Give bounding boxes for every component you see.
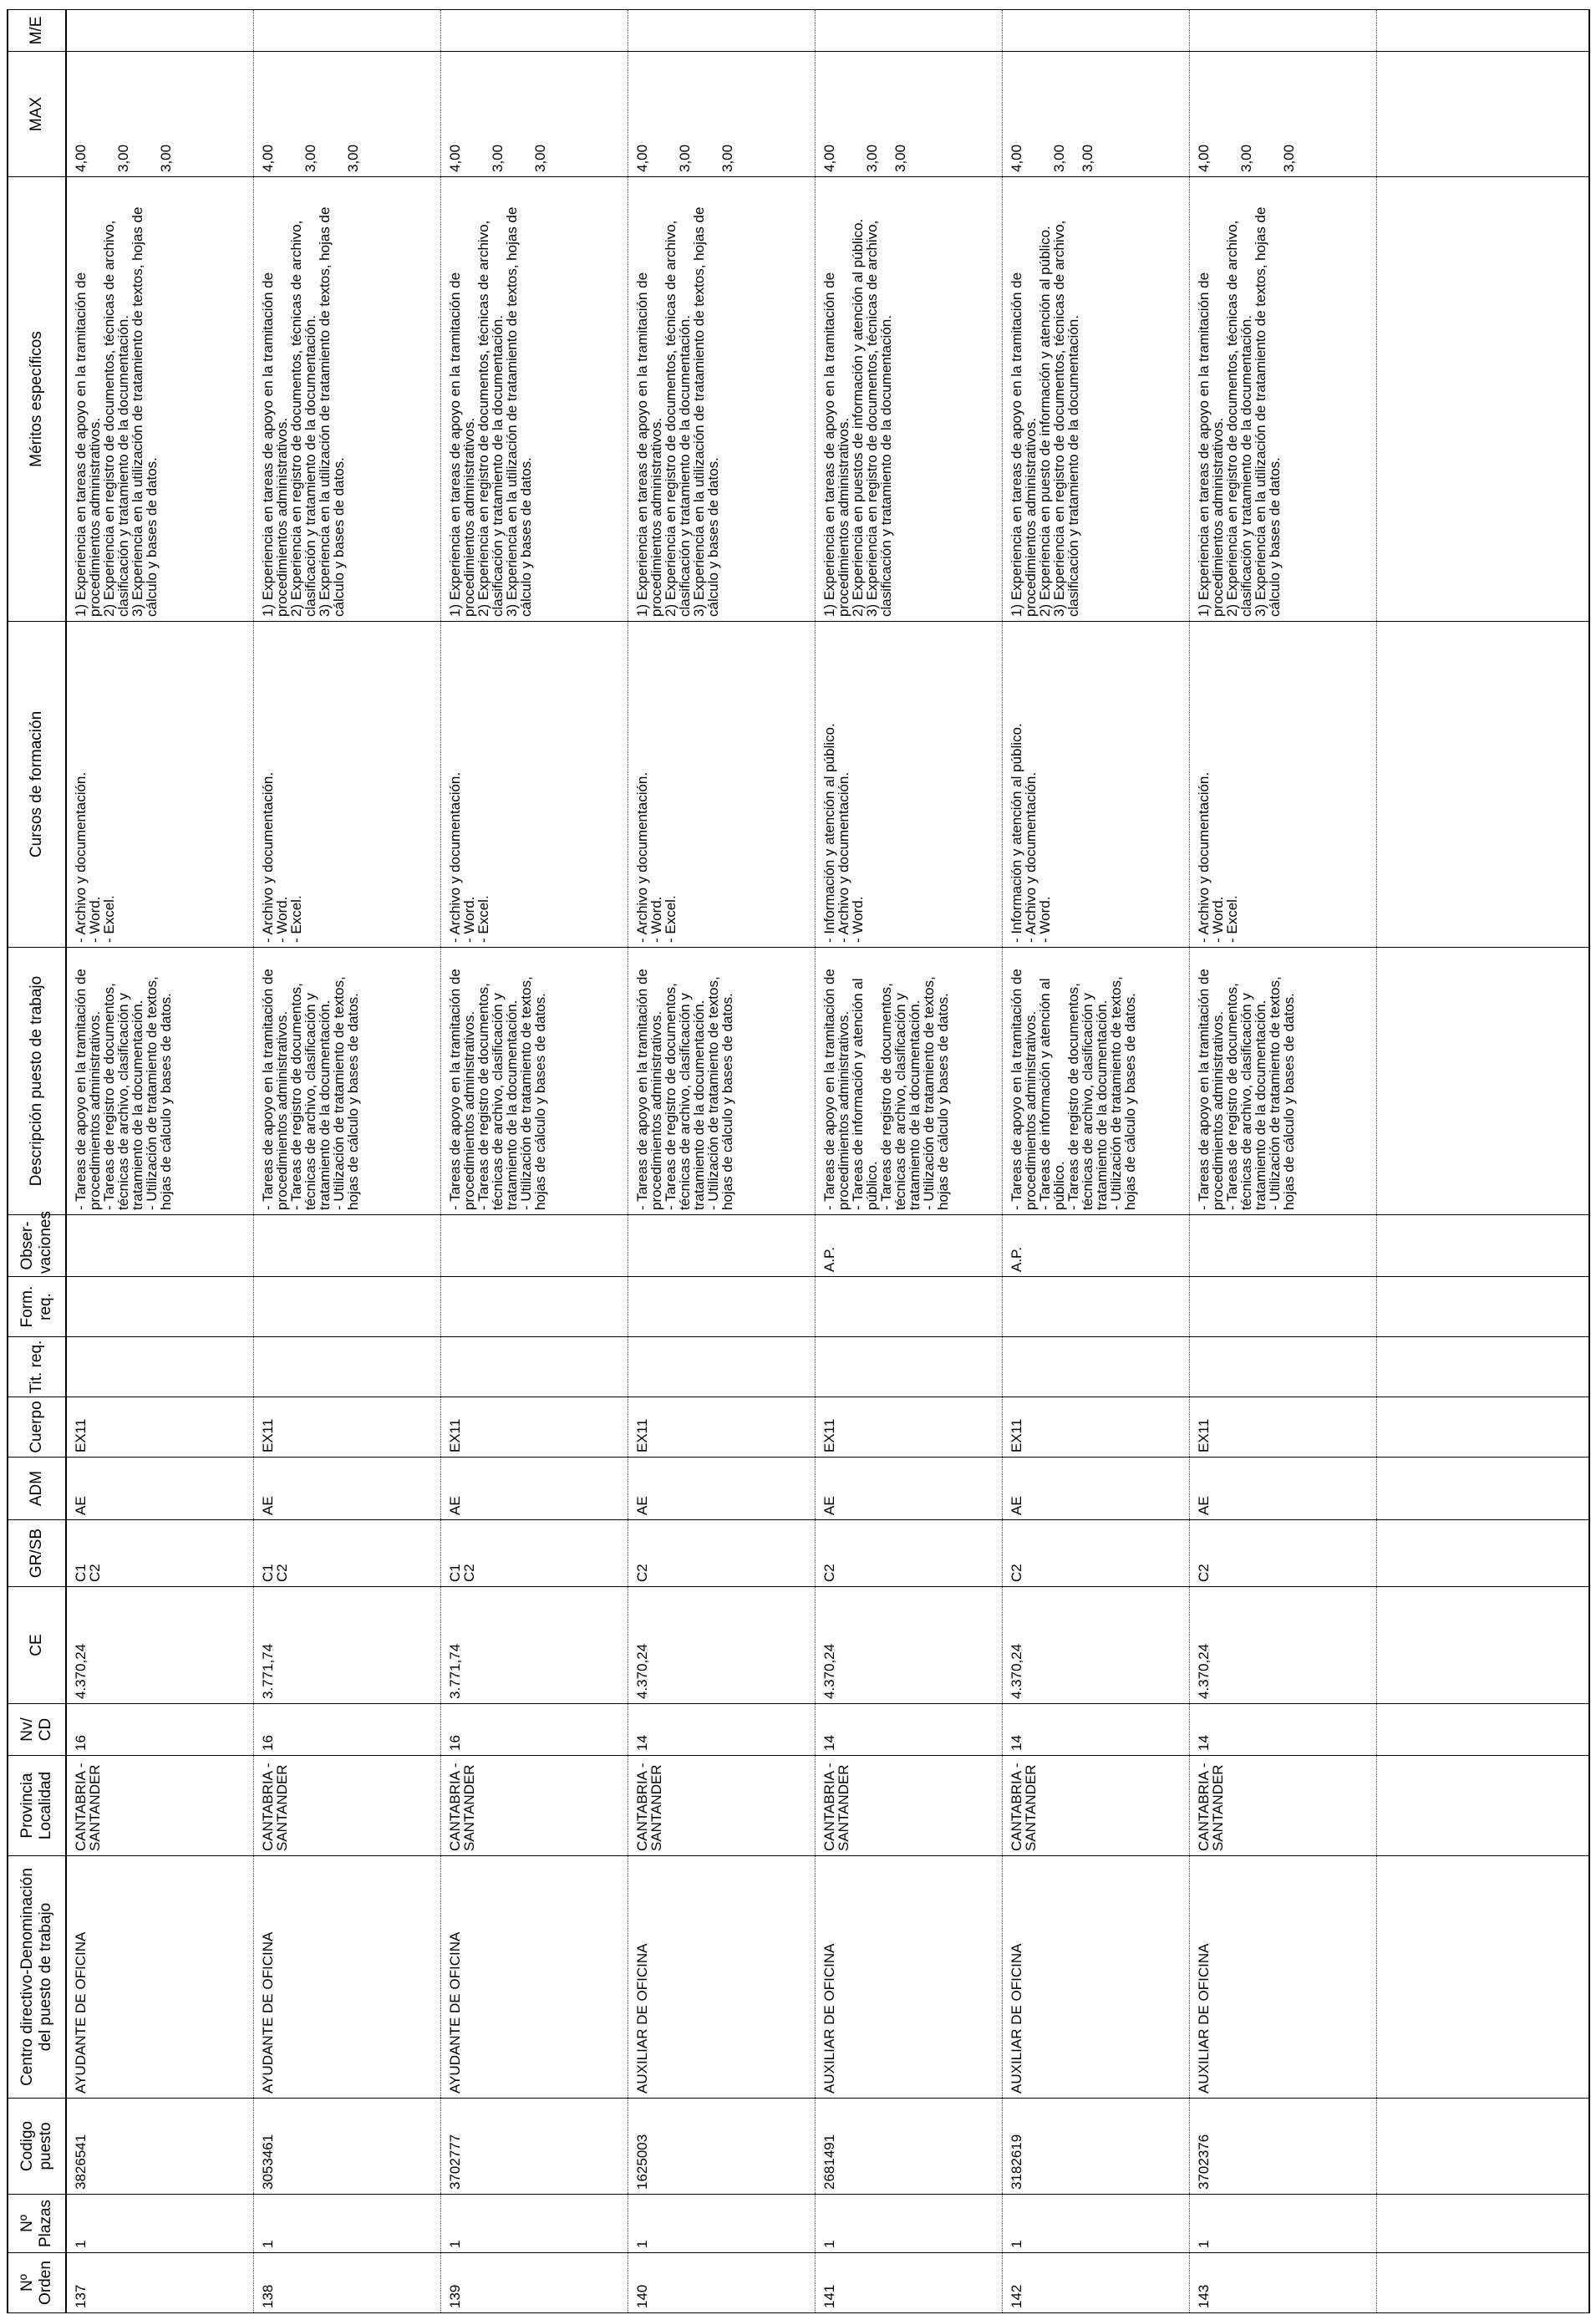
cell-grupo: C2 [815,1520,1002,1587]
cell-codigo: 3053461 [253,2099,440,2195]
cell-cursos: - Archivo y documentación. - Word. - Excel. [1189,622,1376,948]
cell-plazas: 1 [815,2195,1002,2253]
cell-formacion [628,1277,815,1337]
cell-centro: AUXILIAR DE OFICINA [628,1856,815,2099]
cell-provincia: CANTABRIA - SANTANDER [66,1756,253,1856]
cell-titulacion [1189,1337,1376,1397]
cell-descripcion: - Tareas de apoyo en la tramitación de procedimientos administrativos. - Tareas de registro de documentos, técnicas de archivo, clasificación y tratamiento de la documentación. - Utilización de tratamiento de textos, hojas de cálculo y bases de datos. [628,948,815,1215]
cell-cursos: - Archivo y documentación. - Word. - Excel. [628,622,815,948]
cell-me [1002,10,1189,52]
cell-codigo: 1625003 [628,2099,815,2195]
cell-nivel: 16 [66,1704,253,1756]
table-row [628,10,815,2313]
cell-ce: 4.370,24 [66,1587,253,1704]
cell-cuerpo: EX11 [1189,1397,1376,1458]
cell-meritos: 1) Experiencia en tareas de apoyo en la tramitación de procedimientos administrativos. 2) Experiencia en registro de documentos, técnicas de archivo, clasificación y tratamiento de la documentación. 3) Experiencia en la utilización de tratamiento de textos, hojas de cálculo y bases de datos. [1189,177,1376,622]
cell-meritos: 1) Experiencia en tareas de apoyo en la tramitación de procedimientos administrativos. 2) Experiencia en registro de documentos, técnicas de archivo, clasificación y tratamiento de la documentación. 3) Experiencia en la utilización de tratamiento de textos, hojas de cálculo y bases de datos. [253,177,440,622]
cell-cuerpo: EX11 [253,1397,440,1458]
cell-nivel: 14 [815,1704,1002,1756]
table-row [1189,10,1376,2313]
cell-centro: AYUDANTE DE OFICINA [66,1856,253,2099]
cell-cursos: - Información y atención al público. - Archivo y documentación. - Word. [1002,622,1189,948]
table-row [1002,10,1189,2313]
cell-observaciones [440,1215,628,1277]
cell-cursos: - Información y atención al público. - Archivo y documentación. - Word. [815,622,1002,948]
header-max: MAX [8,52,66,177]
cell-titulacion [1002,1337,1189,1397]
cell-max: 4,00 3,00 3,00 [815,52,1002,177]
cell-centro: AYUDANTE DE OFICINA [440,1856,628,2099]
table-row [440,10,628,2313]
cell-adm: AE [253,1458,440,1520]
cell-orden: 140 [628,2253,815,2313]
cell-plazas: 1 [628,2195,815,2253]
cell-max: 4,00 3,00 3,00 [1189,52,1376,177]
cell-orden: 138 [253,2253,440,2313]
cell-adm: AE [1002,1458,1189,1520]
cell-cursos: - Archivo y documentación. - Word. - Excel. [253,622,440,948]
header-nivel: Nv/ CD [8,1704,66,1756]
cell-ce: 4.370,24 [1189,1587,1376,1704]
cell-cuerpo: EX11 [1002,1397,1189,1458]
cell-codigo: 3826541 [66,2099,253,2195]
header-cursos: Cursos de formación [8,622,66,948]
cell-descripcion: - Tareas de apoyo en la tramitación de procedimientos administrativos. - Tareas de registro de documentos, técnicas de archivo, clasificación y tratamiento de la documentación. - Utilización de tratamiento de textos, hojas de cálculo y bases de datos. [440,948,628,1215]
cell-provincia: CANTABRIA - SANTANDER [1189,1756,1376,1856]
cell-adm: AE [815,1458,1002,1520]
cell-meritos: 1) Experiencia en tareas de apoyo en la tramitación de procedimientos administrativos. 2) Experiencia en puesto de información y atención al público. 3) Experiencia en registro de documentos, técnicas de archivo, clasificación y tratamiento de la documentación. [1002,177,1189,622]
cell-cuerpo: EX11 [66,1397,253,1458]
cell-cuerpo: EX11 [815,1397,1002,1458]
cell-max: 4,00 3,00 3,00 [66,52,253,177]
cell-ce: 4.370,24 [815,1587,1002,1704]
cell-observaciones: A.P. [815,1215,1002,1277]
cell-ce: 3.771,74 [253,1587,440,1704]
cell-descripcion: - Tareas de apoyo en la tramitación de procedimientos administrativos. - Tareas de registro de documentos, técnicas de archivo, clasificación y tratamiento de la documentación. - Utilización de tratamiento de textos, hojas de cálculo y bases de datos. [66,948,253,1215]
cell-observaciones: A.P. [1002,1215,1189,1277]
cell-titulacion [253,1337,440,1397]
header-titulacion: Tit. req. [8,1337,66,1397]
cell-ce: 3.771,74 [440,1587,628,1704]
cell-meritos: 1) Experiencia en tareas de apoyo en la tramitación de procedimientos administrativos. 2) Experiencia en puestos de información y atención al público. 3) Experiencia en registro de documentos, técnicas de archivo, clasificación y tratamiento de la documentación. [815,177,1002,622]
cell-meritos: 1) Experiencia en tareas de apoyo en la tramitación de procedimientos administrativos. 2) Experiencia en registro de documentos, técnicas de archivo, clasificación y tratamiento de la documentación. 3) Experiencia en la utilización de tratamiento de textos, hojas de cálculo y bases de datos. [440,177,628,622]
cell-plazas: 1 [1002,2195,1189,2253]
cell-formacion [66,1277,253,1337]
header-row [8,10,66,2313]
cell-centro: AUXILIAR DE OFICINA [815,1856,1002,2099]
cell-meritos: 1) Experiencia en tareas de apoyo en la tramitación de procedimientos administrativos. 2) Experiencia en registro de documentos, técnicas de archivo, clasificación y tratamiento de la documentación. 3) Experiencia en la utilización de tratamiento de textos, hojas de cálculo y bases de datos. [66,177,253,622]
cell-nivel: 16 [253,1704,440,1756]
cell-plazas: 1 [253,2195,440,2253]
cell-me [1189,10,1376,52]
cell-centro: AYUDANTE DE OFICINA [253,1856,440,2099]
cell-cursos: - Archivo y documentación. - Word. - Excel. [66,622,253,948]
cell-descripcion: - Tareas de apoyo en la tramitación de procedimientos administrativos. - Tareas de información y atención al público. - Tareas de registro de documentos, técnicas de archivo, clasificación y tratamiento de la documentación. - Utilización de tratamiento de textos, hojas de cálculo y bases de datos. [815,948,1002,1215]
header-formacion: Form. req. [8,1277,66,1337]
header-orden: Nº Orden [8,2253,66,2313]
cell-me [628,10,815,52]
header-codigo: Codigo puesto [8,2099,66,2195]
header-ce: CE [8,1587,66,1704]
header-meritos: Méritos específicos [8,177,66,622]
cell-ce: 4.370,24 [628,1587,815,1704]
cell-me [440,10,628,52]
cell-descripcion: - Tareas de apoyo en la tramitación de procedimientos administrativos. - Tareas de información y atención al público. - Tareas de registro de documentos, técnicas de archivo, clasificación y tratamiento de la documentación. - Utilización de tratamiento de textos, hojas de cálculo y bases de datos. [1002,948,1189,1215]
header-plazas: Nº Plazas [8,2195,66,2253]
cell-adm: AE [66,1458,253,1520]
cell-me [815,10,1002,52]
cell-formacion [1189,1277,1376,1337]
cell-titulacion [440,1337,628,1397]
cell-grupo: C2 [1002,1520,1189,1587]
cell-orden: 142 [1002,2253,1189,2313]
cell-descripcion: - Tareas de apoyo en la tramitación de procedimientos administrativos. - Tareas de registro de documentos, técnicas de archivo, clasificación y tratamiento de la documentación. - Utilización de tratamiento de textos, hojas de cálculo y bases de datos. [1189,948,1376,1215]
cell-me [253,10,440,52]
cell-nivel: 14 [1189,1704,1376,1756]
cell-ce: 4.370,24 [1002,1587,1189,1704]
header-observaciones: Obser- vaciones [8,1215,66,1277]
header-descripcion: Descripción puesto de trabajo [8,948,66,1215]
header-centro: Centro directivo-Denominación del puesto de trabajo [8,1856,66,2099]
cell-grupo: C2 [1189,1520,1376,1587]
cell-me [66,10,253,52]
cell-formacion [440,1277,628,1337]
cell-plazas: 1 [1189,2195,1376,2253]
cell-observaciones [1189,1215,1376,1277]
table-row [66,10,253,2313]
cell-adm: AE [1189,1458,1376,1520]
cell-grupo: C1 C2 [66,1520,253,1587]
cell-provincia: CANTABRIA - SANTANDER [628,1756,815,1856]
cell-cursos: - Archivo y documentación. - Word. - Excel. [440,622,628,948]
header-cuerpo: Cuerpo [8,1397,66,1458]
cell-centro: AUXILIAR DE OFICINA [1189,1856,1376,2099]
cell-codigo: 3702777 [440,2099,628,2195]
cell-cuerpo: EX11 [440,1397,628,1458]
cell-titulacion [66,1337,253,1397]
cell-meritos: 1) Experiencia en tareas de apoyo en la tramitación de procedimientos administrativos. 2) Experiencia en registro de documentos, técnicas de archivo, clasificación y tratamiento de la documentación. 3) Experiencia en la utilización de tratamiento de textos, hojas de cálculo y bases de datos. [628,177,815,622]
cell-adm: AE [628,1458,815,1520]
cell-plazas: 1 [440,2195,628,2253]
cell-grupo: C2 [628,1520,815,1587]
cell-max: 4,00 3,00 3,00 [628,52,815,177]
cell-max: 4,00 3,00 3,00 [440,52,628,177]
cell-provincia: CANTABRIA - SANTANDER [253,1756,440,1856]
cell-cuerpo: EX11 [628,1397,815,1458]
plazas-table [7,9,1590,2313]
cell-plazas: 1 [66,2195,253,2253]
cell-formacion [253,1277,440,1337]
cell-titulacion [628,1337,815,1397]
cell-observaciones [253,1215,440,1277]
table-end-row [1376,10,1589,2313]
cell-formacion [815,1277,1002,1337]
cell-nivel: 14 [628,1704,815,1756]
cell-codigo: 3182619 [1002,2099,1189,2195]
header-provincia: Provincia Localidad [8,1756,66,1856]
cell-formacion [1002,1277,1189,1337]
table-row [253,10,440,2313]
cell-orden: 143 [1189,2253,1376,2313]
cell-grupo: C1 C2 [440,1520,628,1587]
table-row [815,10,1002,2313]
header-adm: ADM [8,1458,66,1520]
cell-observaciones [66,1215,253,1277]
header-grupo: GR/SB [8,1520,66,1587]
cell-orden: 141 [815,2253,1002,2313]
cell-codigo: 3702376 [1189,2099,1376,2195]
cell-adm: AE [440,1458,628,1520]
cell-max: 4,00 3,00 3,00 [253,52,440,177]
header-me: M/E [8,10,66,52]
cell-provincia: CANTABRIA - SANTANDER [440,1756,628,1856]
cell-nivel: 16 [440,1704,628,1756]
cell-orden: 137 [66,2253,253,2313]
cell-max: 4,00 3,00 3,00 [1002,52,1189,177]
cell-observaciones [628,1215,815,1277]
cell-centro: AUXILIAR DE OFICINA [1002,1856,1189,2099]
cell-provincia: CANTABRIA - SANTANDER [815,1756,1002,1856]
cell-grupo: C1 C2 [253,1520,440,1587]
cell-codigo: 2681491 [815,2099,1002,2195]
cell-provincia: CANTABRIA - SANTANDER [1002,1756,1189,1856]
cell-orden: 139 [440,2253,628,2313]
cell-descripcion: - Tareas de apoyo en la tramitación de procedimientos administrativos. - Tareas de registro de documentos, técnicas de archivo, clasificación y tratamiento de la documentación. - Utilización de tratamiento de textos, hojas de cálculo y bases de datos. [253,948,440,1215]
cell-nivel: 14 [1002,1704,1189,1756]
cell-titulacion [815,1337,1002,1397]
